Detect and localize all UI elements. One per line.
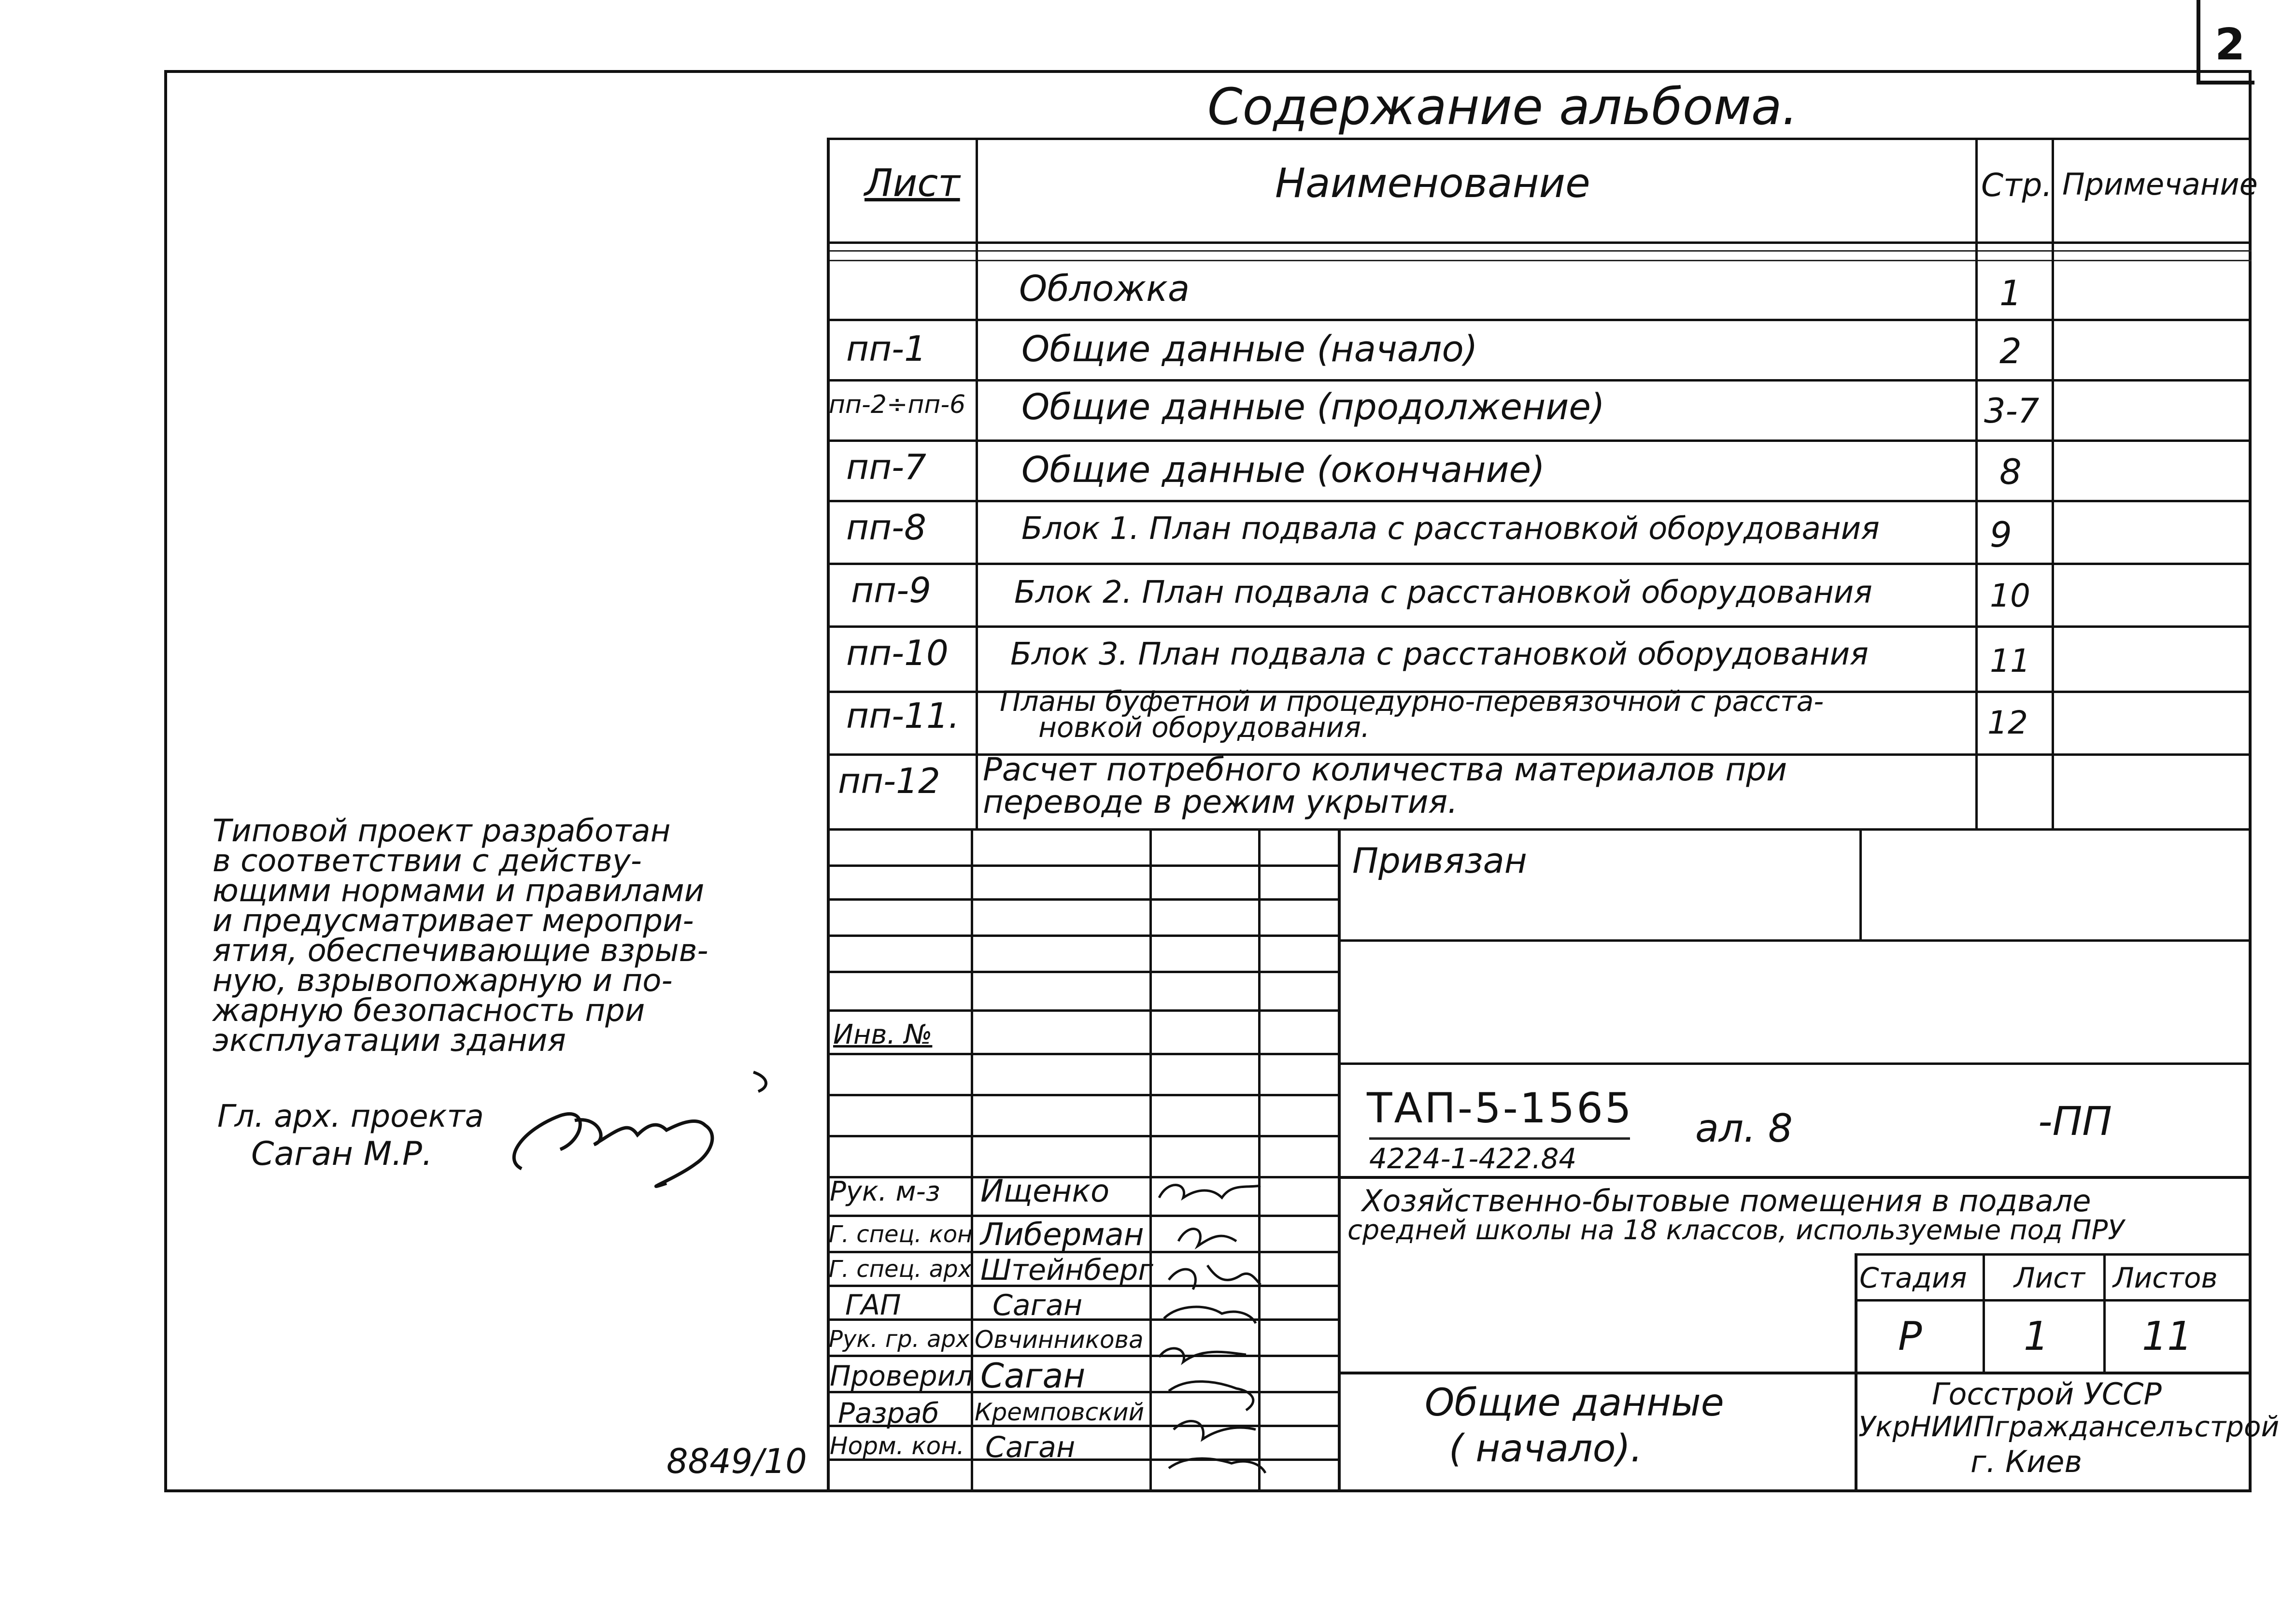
signature-name: Ищенко xyxy=(980,1174,1110,1209)
row-page: 10 xyxy=(1990,577,2030,614)
signature-chief-architect xyxy=(493,1062,782,1207)
signature-name: Кремповский xyxy=(975,1398,1145,1426)
row-name: Блок 2. План подвала с расстановкой оборудования xyxy=(1014,575,1872,610)
organization-line-2: УкрНИИПгражданселъстрой xyxy=(1858,1410,2280,1443)
row-page: 1 xyxy=(1999,273,2022,313)
sheet-value: 1 xyxy=(2024,1314,2049,1359)
signature-name: Саган xyxy=(992,1288,1083,1322)
stage-value: Р xyxy=(1898,1314,1922,1359)
row-name: Расчет потребного количества материалов при xyxy=(983,751,1787,788)
signature-role: ГАП xyxy=(845,1288,901,1321)
row-page: 12 xyxy=(1987,704,2028,741)
row-sheet: пп-9 xyxy=(851,570,931,610)
row-name: Общие данные (начало) xyxy=(1021,328,1478,370)
description-line-1: Хозяйственно-бытовые помещения в подвале xyxy=(1362,1183,2091,1218)
row-page: 2 xyxy=(1999,331,2022,371)
stage-header: Стадия xyxy=(1859,1261,1967,1294)
chief-architect-name: Саган М.Р. xyxy=(251,1135,433,1173)
row-name: Обложка xyxy=(1019,268,1190,310)
project-code: ТАП-5-1565 xyxy=(1367,1084,1633,1133)
description-line-2: средней школы на 18 классов, используемые под ПРУ xyxy=(1347,1215,2125,1246)
row-sheet: пп-1 xyxy=(846,328,926,369)
row-page: 3-7 xyxy=(1984,391,2040,431)
row-page: 9 xyxy=(1990,514,2012,555)
signature-name: Либерман xyxy=(980,1217,1144,1253)
row-name: Блок 3. План подвала с расстановкой оборудования xyxy=(1010,637,1869,672)
project-subcode: 4224-1-422.84 xyxy=(1369,1142,1577,1175)
album-number: ал. 8 xyxy=(1695,1106,1793,1151)
row-name-2: переводе в режим укрытия. xyxy=(983,783,1458,821)
signature-name: Штейнберг xyxy=(980,1253,1153,1287)
row-sheet: пп-10 xyxy=(846,633,949,673)
sheet-suffix: -ПП xyxy=(2038,1099,2112,1145)
header-page: Стр. xyxy=(1981,167,2053,204)
signature-name: Саган xyxy=(985,1430,1076,1464)
signature-role: Проверил xyxy=(830,1359,974,1392)
organization-line-1: Госстрой УССР xyxy=(1932,1376,2162,1412)
row-sheet: пп-2÷пп-6 xyxy=(829,390,966,419)
row-page: 11 xyxy=(1990,642,2030,680)
signature-role: Рук. гр. арх xyxy=(829,1326,970,1353)
row-sheet: пп-8 xyxy=(846,507,926,548)
signature-role: Г. спец. арх xyxy=(829,1256,972,1283)
handwritten-signatures xyxy=(1149,1169,1275,1497)
chief-architect-role: Гл. арх. проекта xyxy=(217,1099,484,1134)
signature-role: Разраб xyxy=(838,1397,939,1430)
row-name: Общие данные (продолжение) xyxy=(1021,386,1605,428)
header-name: Наименование xyxy=(1275,159,1590,207)
header-sheet: Лист xyxy=(865,162,960,205)
attached-label: Привязан xyxy=(1352,840,1527,881)
sheet-header: Лист xyxy=(2014,1261,2085,1294)
sheet-title-line-2: ( начало). xyxy=(1449,1427,1643,1471)
signature-role: Г. спец. кон xyxy=(829,1221,973,1248)
row-page: 8 xyxy=(1999,452,2022,492)
organization-line-3: г. Киев xyxy=(1970,1444,2082,1479)
signature-name: Саган xyxy=(980,1356,1086,1396)
project-note: Типовой проект разработан в соответствии с действу- ющими нормами и правилами и предусматривает меропри- ятия, обеспечивающие взрыв- ную, взрывопожарную и по- жарную безопасность при эксплуатации здания xyxy=(213,813,709,1059)
sheets-value: 11 xyxy=(2142,1314,2193,1359)
document-title: Содержание альбома. xyxy=(1207,77,1798,136)
header-note: Примечание xyxy=(2062,167,2258,202)
sheet-title-line-1: Общие данные xyxy=(1425,1381,1724,1425)
row-name: Общие данные (окончание) xyxy=(1021,449,1545,491)
row-name: Планы буфетной и процедурно-перевязочной с расста- xyxy=(1000,685,1824,718)
row-sheet: пп-11. xyxy=(846,695,960,736)
signature-name: Овчинникова xyxy=(975,1326,1144,1354)
signature-role: Рук. м-з xyxy=(830,1176,940,1207)
row-name-2: новкой оборудования. xyxy=(1038,711,1370,744)
inventory-number: 8849/10 xyxy=(666,1442,807,1481)
signature-role: Норм. кон. xyxy=(830,1432,964,1460)
row-sheet: пп-7 xyxy=(846,447,926,487)
inv-number-label: Инв. № xyxy=(833,1019,933,1050)
row-sheet: пп-12 xyxy=(838,761,940,801)
page-number: 2 xyxy=(2215,19,2245,70)
sheets-header: Листов xyxy=(2113,1261,2218,1294)
row-name: Блок 1. План подвала с расстановкой оборудования xyxy=(1021,511,1880,547)
